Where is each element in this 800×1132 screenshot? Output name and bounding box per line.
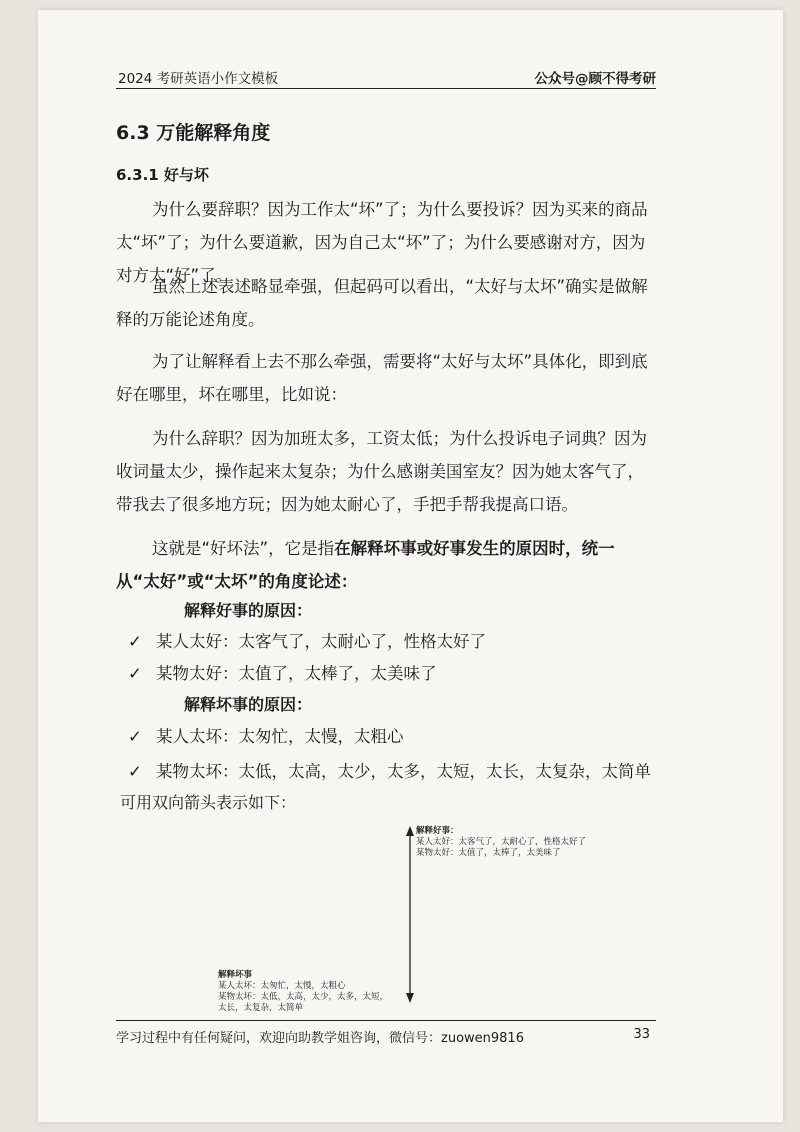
diagram-bad-line: 某物太坏：太低，太高，太少，太多，太短，	[218, 992, 389, 1002]
check-icon: ✓	[128, 664, 142, 683]
good-title: 解释好事的原因：	[184, 601, 313, 620]
check-icon: ✓	[128, 762, 142, 781]
paragraph-1: 为什么要辞职？因为工作太“坏”了；为什么要投诉？因为买来的商品太“坏”了；为什么要道歉，因为自己太“坏”了；为什么要感谢对方，因为对方太“好”了。	[116, 200, 648, 285]
footer-contact: 学习过程中有任何疑问，欢迎向助教学姐咨询，微信号：zuowen9816	[116, 1031, 524, 1046]
diagram-bad-title: 解释坏事	[218, 970, 253, 980]
diagram-good-line: 某人太好：太客气了，太耐心了，性格太好了	[416, 837, 587, 847]
page-number: 33	[633, 1027, 650, 1042]
diagram-good-line: 某物太好：太值了，太棒了，太美味了	[416, 848, 561, 858]
diagram-bad-line: 太长，太复杂，太简单	[218, 1003, 304, 1013]
arrow-down-icon	[406, 993, 414, 1003]
bad-title: 解释坏事的原因：	[184, 695, 313, 714]
bad-item-text: 某人太坏：太匆忙，太慢，太粗心	[156, 727, 404, 746]
paragraph-3: 为了让解释看上去不那么牵强，需要将“太好与太坏”具体化，即到底好在哪里，坏在哪里，比如说：	[116, 352, 648, 404]
header-account: 公众号@顾不得考研	[534, 71, 656, 87]
check-icon: ✓	[128, 632, 142, 651]
page-footer	[116, 1020, 656, 1046]
arrow-up-icon	[406, 826, 414, 836]
check-icon: ✓	[128, 727, 142, 746]
bad-item-text: 某物太坏：太低，太高，太少，太多，太短，太长，太复杂，太简单	[156, 762, 651, 781]
paragraph-2: 虽然上述表述略显牵强，但起码可以看出，“太好与太坏”确实是做解释的万能论述角度。	[116, 277, 648, 329]
header-title: 2024 考研英语小作文模板	[118, 71, 279, 87]
arrow-intro: 可用双向箭头表示如下：	[120, 793, 297, 812]
subsection-title: 6.3.1 好与坏	[116, 166, 209, 184]
good-item-text: 某物太好：太值了，太棒了，太美味了	[156, 664, 437, 683]
method-bold: 在解释坏事或好事发生的原因时，统一从“太好”或“太坏”的角度论述：	[116, 539, 615, 591]
diagram-good-block	[416, 826, 586, 859]
paragraph-4: 为什么辞职？因为加班太多，工资太低；为什么投诉电子词典？因为收词量太少，操作起来太复杂；为什么感谢美国室友？因为她太客气了，带我去了很多地方玩；因为她太耐心了，手把手帮我提高口语。	[116, 429, 647, 514]
good-item-text: 某人太好：太客气了，太耐心了，性格太好了	[156, 632, 486, 651]
method-prefix: 这就是“好坏法”，它是指	[152, 539, 335, 558]
diagram-bad-block	[218, 970, 388, 1014]
diagram-bad-line: 某人太坏：太匆忙，太慢，太粗心	[218, 981, 346, 991]
diagram-good-title: 解释好事：	[416, 826, 459, 836]
section-title: 6.3 万能解释角度	[116, 122, 271, 144]
